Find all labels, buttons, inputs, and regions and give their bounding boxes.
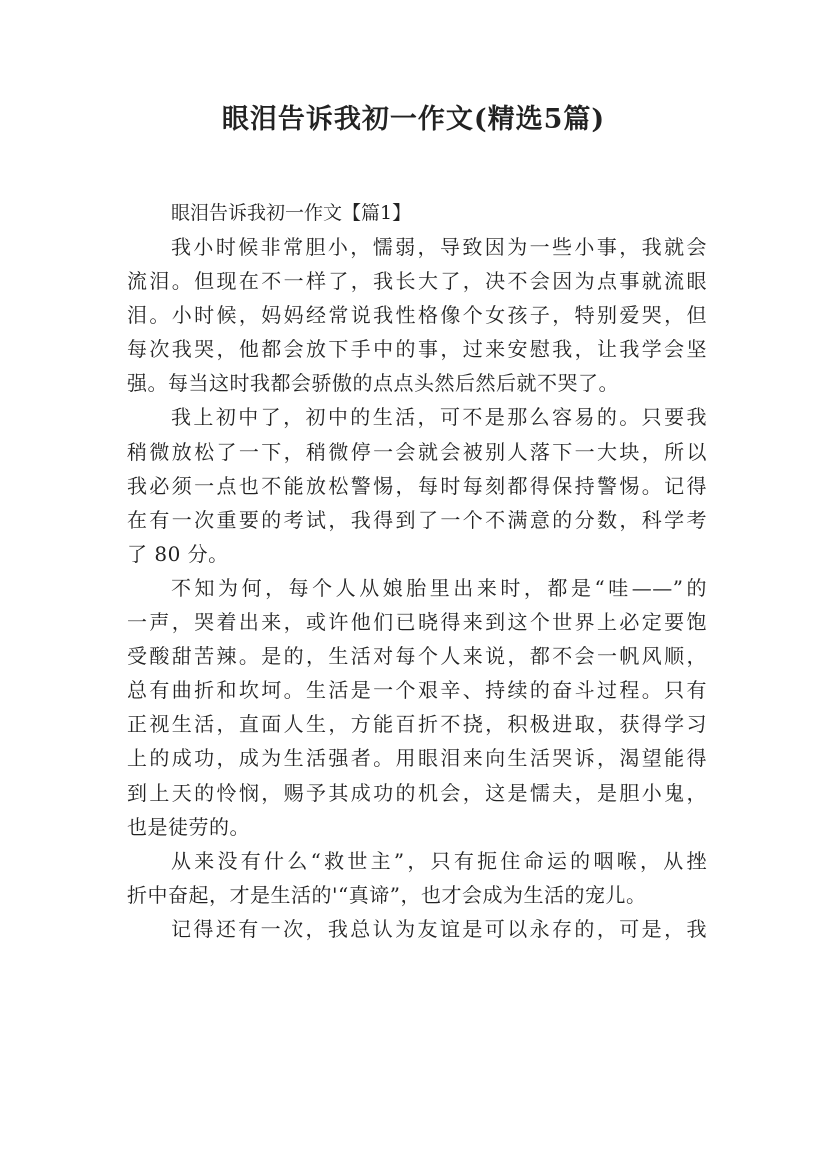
paragraph-line: 我小时候非常胆小，懦弱，导致因为一些小事，我就会 (171, 235, 707, 259)
section-heading: 眼泪告诉我初一作文【篇1】 (171, 202, 412, 224)
paragraph-1 (127, 230, 707, 400)
paragraph-line: 流泪。但现在不一样了，我长大了，决不会因为点事就流眼 (127, 269, 707, 294)
paragraph-line: 记得还有一次，我总认为友谊是可以永存的，可是，我 (171, 916, 707, 941)
paragraph-line: 到上天的怜悯，赐予其成功的机会，这是懦夫，是胆小鬼， (127, 780, 707, 805)
paragraph-line: 上的成功，成为生活强者。用眼泪来向生活哭诉，渴望能得 (127, 746, 707, 771)
document-body (127, 196, 707, 946)
paragraph-5 (127, 912, 707, 946)
paragraph-line: 我必须一点也不能放松警惕，每时每刻都得保持警惕。记得 (127, 473, 707, 498)
paragraph-line: 在有一次重要的考试，我得到了一个不满意的分数，科学考 (127, 507, 707, 532)
paragraph-line: 一声，哭着出来，或许他们已晓得来到这个世界上必定要饱 (127, 610, 707, 635)
paragraph-line: 总有曲折和坎坷。生活是一个艰辛、持续的奋斗过程。只有 (127, 678, 707, 703)
paragraph-line: 泪。小时候，妈妈经常说我性格像个女孩子，特别爱哭，但 (127, 303, 707, 328)
paragraph-4 (127, 844, 707, 912)
paragraph-line: 正视生活，直面人生，方能百折不挠，积极进取，获得学习 (127, 712, 707, 737)
document-title: 眼泪告诉我初一作文(精选5篇) (221, 104, 606, 135)
paragraph-3 (127, 571, 707, 844)
paragraph-line: 也是徒劳的。 (127, 814, 250, 839)
paragraph-line: 折中奋起，才是生活的'“真谛”，也才会成为生活的宠儿。 (127, 882, 647, 907)
paragraph-line: 不知为何，每个人从娘胎里出来时，都是“哇——”的 (171, 575, 707, 600)
paragraph-line: 我上初中了，初中的生活，可不是那么容易的。只要我 (171, 405, 707, 430)
paragraph-line: 从来没有什么“救世主”，只有扼住命运的咽喉，从挫 (171, 848, 707, 873)
paragraph-line: 每次我哭，他都会放下手中的事，过来安慰我，让我学会坚 (127, 337, 707, 362)
paragraph-line: 受酸甜苦辣。是的，生活对每个人来说，都不会一帆风顺， (127, 644, 707, 669)
paragraph-line: 强。每当这时我都会骄傲的点点头然后然后就不哭了。 (127, 371, 619, 396)
paragraph-2 (127, 400, 707, 570)
paragraph-line: 稍微放松了一下，稍微停一会就会被别人落下一大块，所以 (127, 439, 707, 464)
paragraph-line: 了 80 分。 (127, 541, 229, 566)
